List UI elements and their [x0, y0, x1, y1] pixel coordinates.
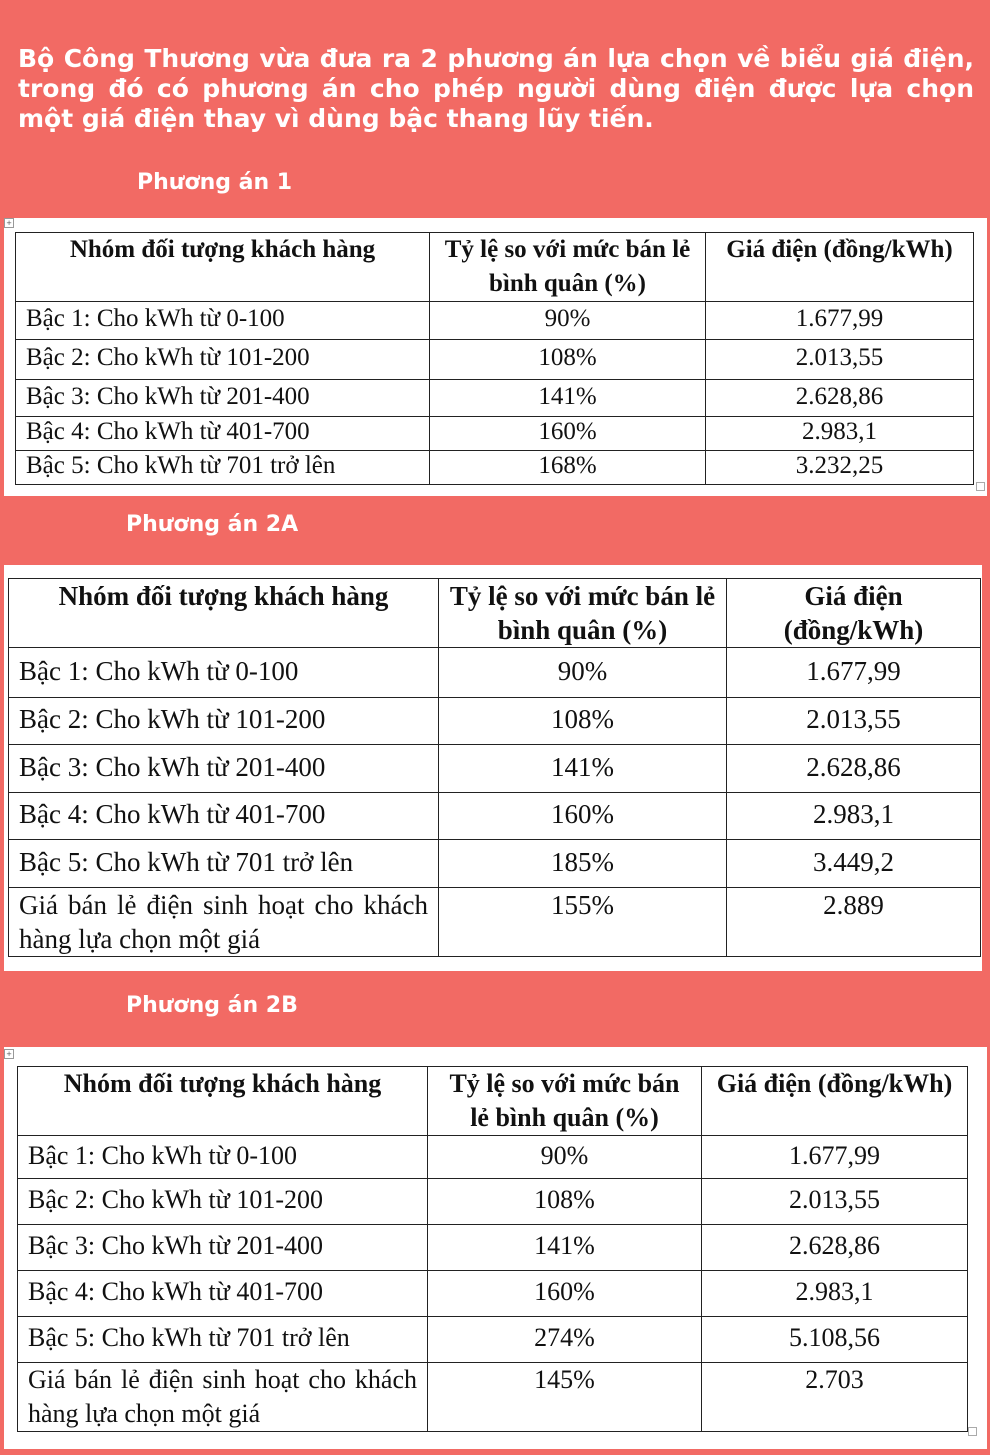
ratio-cell: 160% [428, 1271, 702, 1317]
table-row [9, 888, 981, 957]
group-cell: Bậc 3: Cho kWh từ 201-400 [18, 1225, 428, 1271]
price-cell: 2.889 [727, 888, 981, 957]
intro-text: Bộ Công Thương vừa đưa ra 2 phương án lựa chọn về biểu giá điện, trong đó có phương án cho phép người dùng điện được lựa chọn một giá điện thay vì dùng bậc thang lũy tiến. [18, 44, 974, 133]
group-cell: Bậc 5: Cho kWh từ 701 trở lên [9, 840, 439, 888]
table-row [18, 1271, 968, 1317]
table-row [18, 1363, 968, 1432]
price-cell: 1.677,99 [727, 648, 981, 698]
group-cell: Bậc 5: Cho kWh từ 701 trở lên [16, 451, 430, 485]
price-cell: 2.983,1 [702, 1271, 968, 1317]
table-row [9, 745, 981, 793]
group-cell: Bậc 3: Cho kWh từ 201-400 [9, 745, 439, 793]
table-row [18, 1136, 968, 1179]
ratio-cell: 274% [428, 1317, 702, 1363]
group-cell: Bậc 5: Cho kWh từ 701 trở lên [18, 1317, 428, 1363]
plan2a-panel [4, 565, 982, 971]
price-cell: 2.628,86 [706, 380, 974, 417]
table-row [9, 840, 981, 888]
ratio-cell: 141% [430, 380, 706, 417]
column-header-col3: Giá điện (đồng/kWh) [706, 233, 974, 302]
plan1-table [15, 232, 974, 485]
table-row [16, 417, 974, 451]
plan2b-title: Phương án 2B [126, 993, 298, 1018]
plan1-title: Phương án 1 [137, 170, 293, 195]
column-header-col2: Tỷ lệ so với mức bán lẻ bình quân (%) [430, 233, 706, 302]
price-cell: 1.677,99 [702, 1136, 968, 1179]
group-cell: Bậc 4: Cho kWh từ 401-700 [18, 1271, 428, 1317]
group-cell: Giá bán lẻ điện sinh hoạt cho khách hàng lựa chọn một giá [9, 888, 439, 957]
ratio-cell: 108% [439, 698, 727, 745]
plan2a-title: Phương án 2A [126, 512, 299, 537]
table-row [9, 648, 981, 698]
ratio-cell: 168% [430, 451, 706, 485]
group-cell: Bậc 1: Cho kWh từ 0-100 [18, 1136, 428, 1179]
ratio-cell: 141% [439, 745, 727, 793]
price-cell: 3.232,25 [706, 451, 974, 485]
header-row [16, 233, 974, 302]
table-row [18, 1179, 968, 1225]
column-header-col1: Nhóm đối tượng khách hàng [16, 233, 430, 302]
ratio-cell: 160% [430, 417, 706, 451]
plan2b-panel [4, 1047, 987, 1449]
price-cell: 2.703 [702, 1363, 968, 1432]
price-cell: 2.013,55 [702, 1179, 968, 1225]
header-row [18, 1067, 968, 1136]
group-cell: Bậc 2: Cho kWh từ 101-200 [9, 698, 439, 745]
column-header-col3: Giá điện (đồng/kWh) [727, 579, 981, 648]
group-cell: Bậc 4: Cho kWh từ 401-700 [16, 417, 430, 451]
table-move-handle-icon[interactable]: + [4, 1049, 14, 1059]
price-cell: 2.628,86 [702, 1225, 968, 1271]
ratio-cell: 141% [428, 1225, 702, 1271]
group-cell: Giá bán lẻ điện sinh hoạt cho khách hàng lựa chọn một giá [18, 1363, 428, 1432]
price-cell: 2.013,55 [706, 340, 974, 380]
plan2b-table [17, 1066, 968, 1432]
table-row [9, 793, 981, 840]
price-cell: 2.983,1 [727, 793, 981, 840]
group-cell: Bậc 3: Cho kWh từ 201-400 [16, 380, 430, 417]
group-cell: Bậc 1: Cho kWh từ 0-100 [9, 648, 439, 698]
price-cell: 1.677,99 [706, 302, 974, 340]
ratio-cell: 185% [439, 840, 727, 888]
ratio-cell: 90% [428, 1136, 702, 1179]
group-cell: Bậc 2: Cho kWh từ 101-200 [18, 1179, 428, 1225]
plan1-panel [4, 218, 987, 496]
table-row [16, 451, 974, 485]
ratio-cell: 108% [428, 1179, 702, 1225]
column-header-col1: Nhóm đối tượng khách hàng [9, 579, 439, 648]
table-row [9, 698, 981, 745]
price-cell: 2.013,55 [727, 698, 981, 745]
ratio-cell: 155% [439, 888, 727, 957]
table-row [18, 1225, 968, 1271]
ratio-cell: 108% [430, 340, 706, 380]
ratio-cell: 145% [428, 1363, 702, 1432]
table-resize-handle-icon[interactable] [976, 482, 985, 491]
table-resize-handle-icon[interactable] [968, 1427, 977, 1436]
column-header-col2: Tỷ lệ so với mức bán lẻ bình quân (%) [439, 579, 727, 648]
column-header-col3: Giá điện (đồng/kWh) [702, 1067, 968, 1136]
plan2a-table [8, 578, 981, 957]
table-row [16, 302, 974, 340]
table-row [16, 340, 974, 380]
price-cell: 3.449,2 [727, 840, 981, 888]
price-cell: 2.983,1 [706, 417, 974, 451]
ratio-cell: 90% [439, 648, 727, 698]
header-row [9, 579, 981, 648]
table-row [16, 380, 974, 417]
group-cell: Bậc 2: Cho kWh từ 101-200 [16, 340, 430, 380]
group-cell: Bậc 1: Cho kWh từ 0-100 [16, 302, 430, 340]
price-cell: 5.108,56 [702, 1317, 968, 1363]
group-cell: Bậc 4: Cho kWh từ 401-700 [9, 793, 439, 840]
column-header-col2: Tỷ lệ so với mức bán lẻ bình quân (%) [428, 1067, 702, 1136]
column-header-col1: Nhóm đối tượng khách hàng [18, 1067, 428, 1136]
table-row [18, 1317, 968, 1363]
price-cell: 2.628,86 [727, 745, 981, 793]
ratio-cell: 160% [439, 793, 727, 840]
ratio-cell: 90% [430, 302, 706, 340]
table-move-handle-icon[interactable]: + [4, 218, 14, 228]
